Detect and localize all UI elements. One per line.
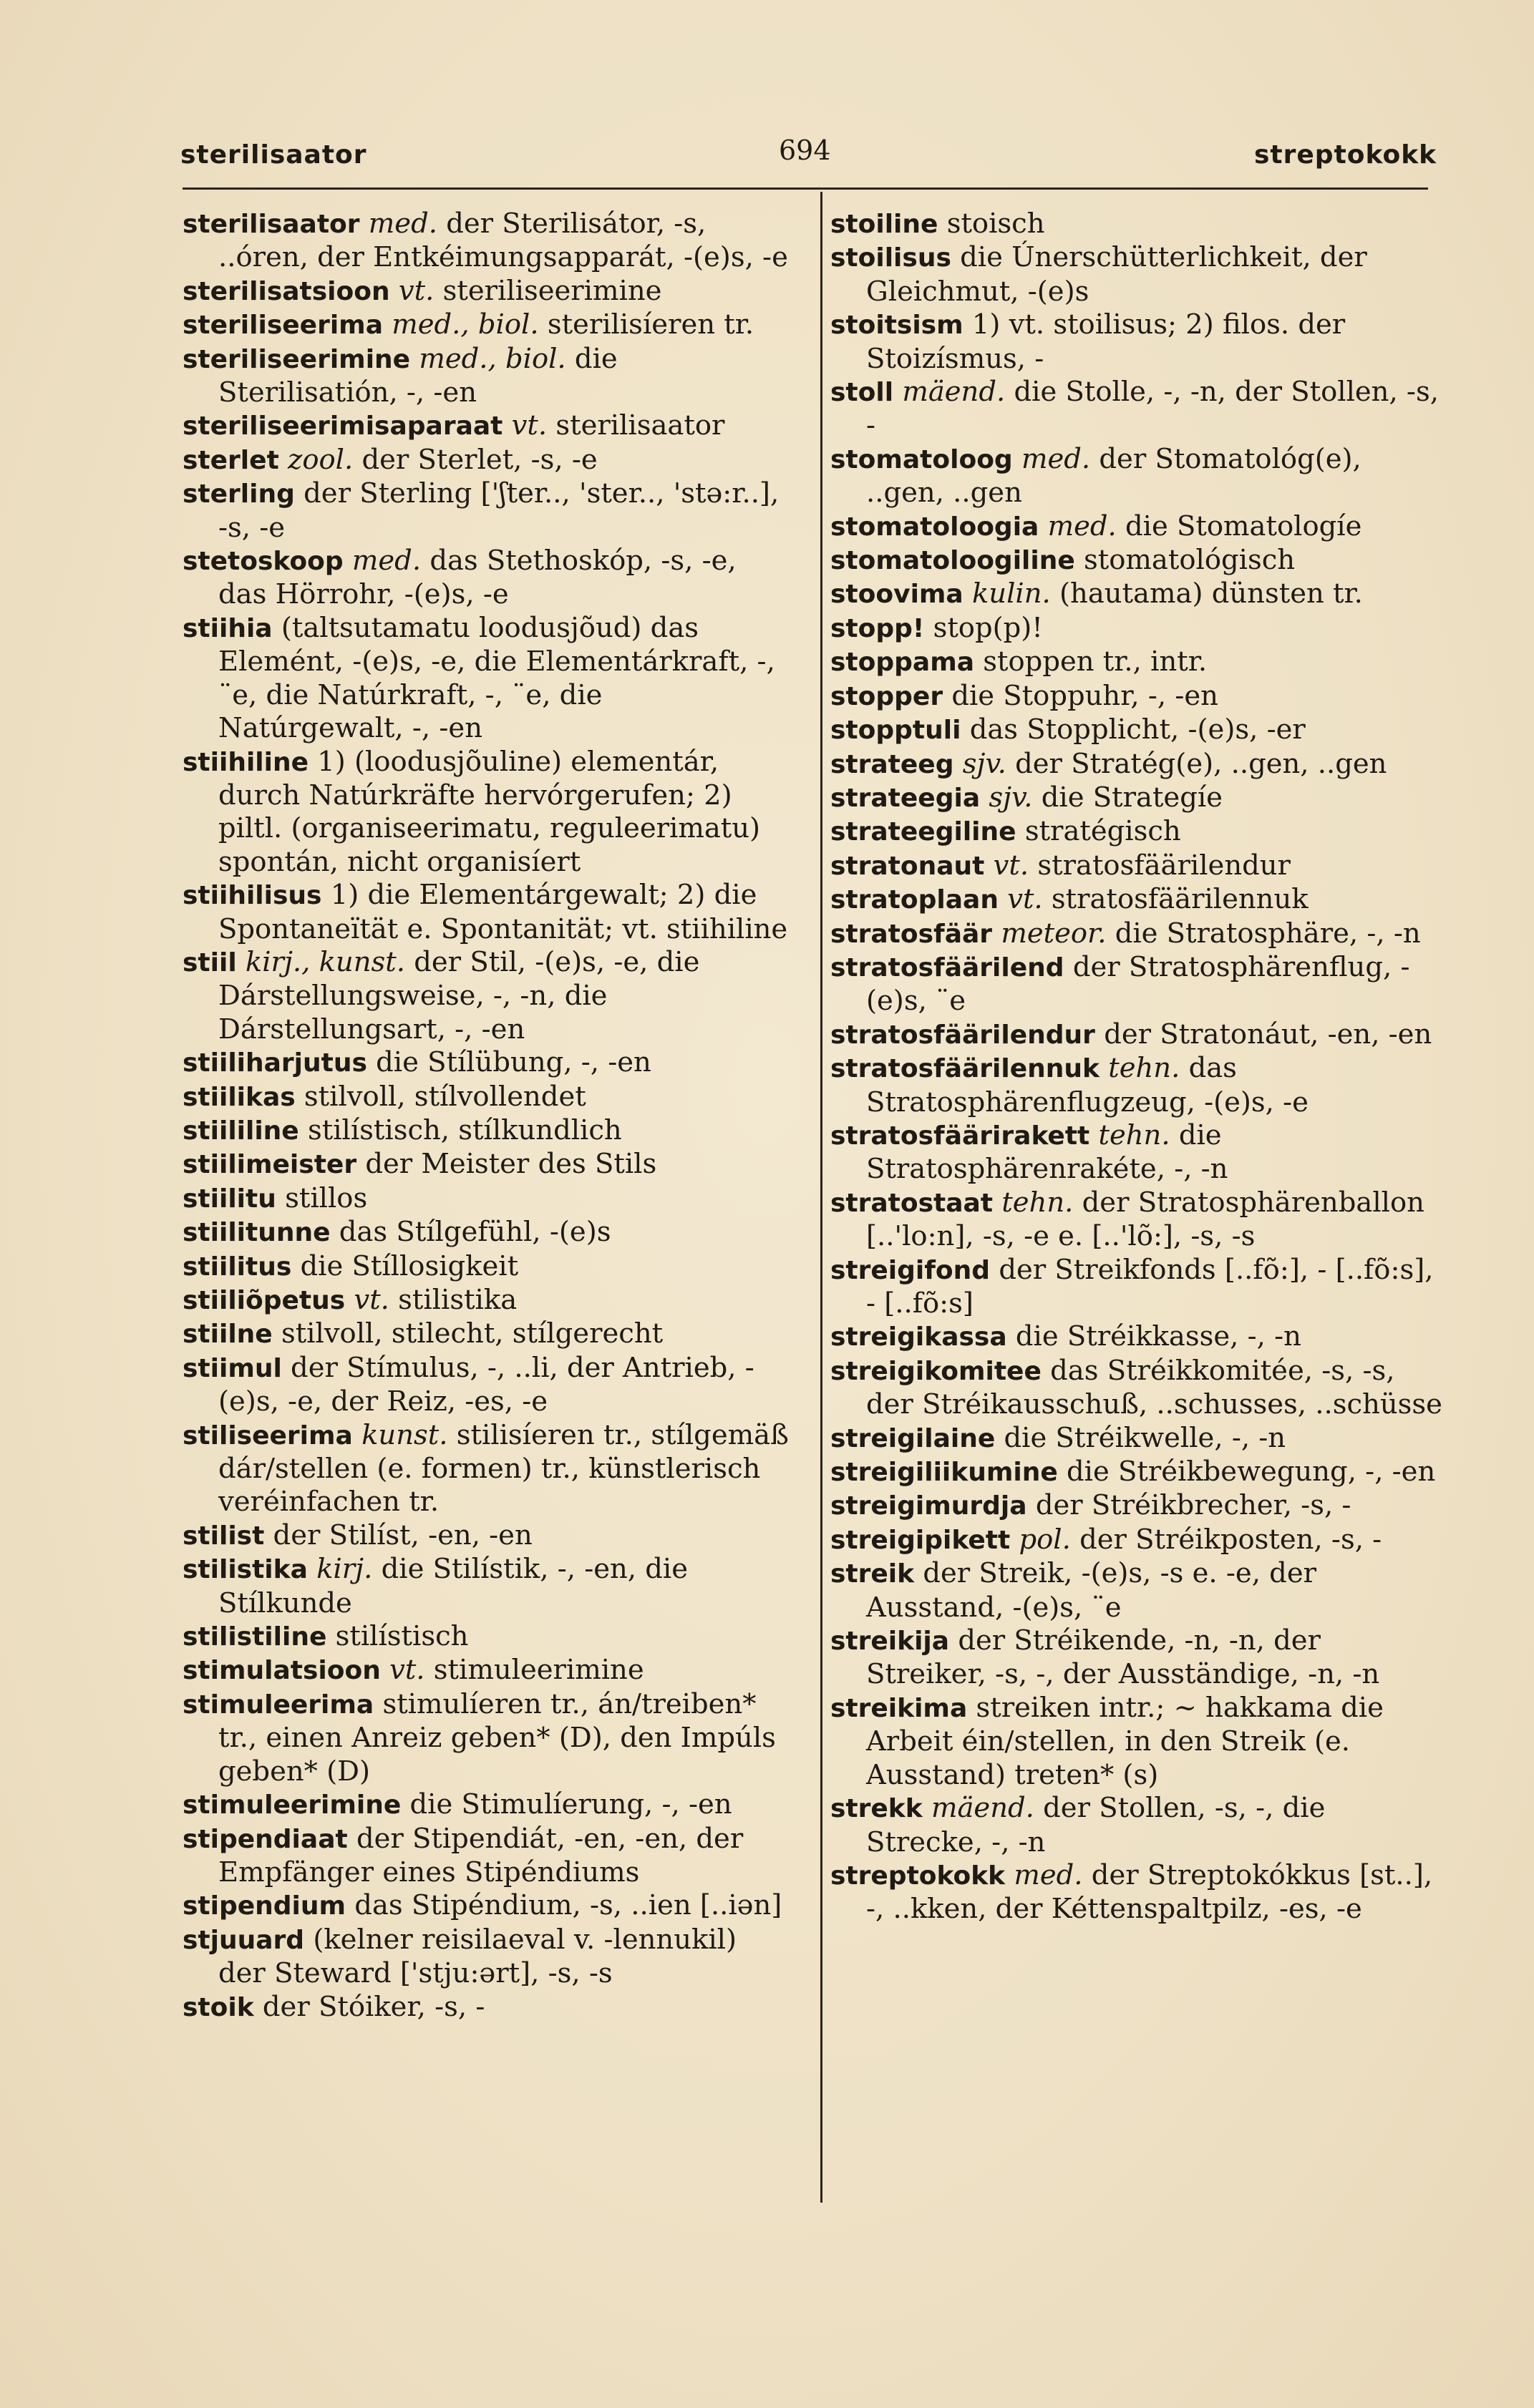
entry-definition: der Stratonáut, -en, -en xyxy=(1104,1018,1432,1051)
entry-headword: stiiliharjutus xyxy=(183,1048,367,1078)
entry-usage-label: pol. xyxy=(1019,1523,1071,1556)
entry-headword: steriliseerimisaparaat xyxy=(183,411,503,442)
header-rule xyxy=(183,187,1428,190)
entry-definition: stratosfäärilennuk xyxy=(1051,883,1309,916)
entry-definition: der Stratosphärenballon [..'lo:n], -s, -e e. [..'lõ:], -s, -s xyxy=(866,1186,1424,1253)
entry-headword: stoovima xyxy=(830,580,963,610)
entry-headword: stomatoloog xyxy=(830,444,1013,474)
entry-definition: die Stréikwelle, -, -n xyxy=(1004,1421,1286,1454)
entry-usage-label: zool. xyxy=(288,443,354,476)
entry-definition: (hautama) dünsten tr. xyxy=(1059,577,1363,610)
entry-headword: streptokokk xyxy=(830,1861,1006,1891)
dictionary-entry xyxy=(830,1186,1446,1254)
dictionary-entry xyxy=(830,544,1446,577)
entry-headword: sterlet xyxy=(183,445,279,475)
entry-definition: stilvoll, stilecht, stílgerecht xyxy=(281,1317,664,1350)
dictionary-entry xyxy=(830,849,1446,883)
entry-usage-label: med. xyxy=(1014,1858,1083,1891)
entry-headword: strekk xyxy=(830,1794,923,1824)
entry-headword: strateegiline xyxy=(830,817,1016,847)
dictionary-entry xyxy=(830,1254,1446,1321)
dictionary-entry xyxy=(183,1216,791,1249)
dictionary-entry xyxy=(830,510,1446,544)
entry-headword: streigilaine xyxy=(830,1423,996,1453)
entry-usage-label: tehn. xyxy=(1108,1052,1180,1085)
dictionary-entry xyxy=(830,1557,1446,1624)
entry-headword: strateegia xyxy=(830,783,981,813)
dictionary-entry xyxy=(183,275,791,308)
entry-definition: der Stipendiát, -en, -en, der Empfänger eines Stipéndiums xyxy=(218,1822,744,1888)
entry-headword: stiliseerima xyxy=(183,1420,353,1451)
entry-definition: der Sterilisátor, -s, ..óren, der Entkéimungsapparát, -(e)s, -e xyxy=(218,208,788,274)
dictionary-entry xyxy=(830,1052,1446,1119)
entry-usage-label: meteor. xyxy=(1001,917,1107,950)
dictionary-entry xyxy=(830,713,1446,747)
entry-usage-label: vt. xyxy=(398,274,435,307)
entry-headword: stiilimeister xyxy=(183,1150,357,1180)
dictionary-entry xyxy=(183,612,791,746)
entry-headword: streigifond xyxy=(830,1255,991,1285)
column-divider xyxy=(820,192,822,2203)
entry-definition: der Stil, -(e)s, -e, die Dárstellungsweise, -, -n, die Dárstellungsart, -, -en xyxy=(218,945,700,1045)
entry-usage-label: tehn. xyxy=(1098,1118,1170,1151)
entry-definition: stilístisch xyxy=(335,1620,469,1653)
entry-definition: das Stipéndium, -s, ..ien [..iən] xyxy=(354,1889,782,1922)
dictionary-entry xyxy=(183,1924,791,1991)
entry-definition: der Sterling ['ʃter.., 'ster.., 'stə:r..], -s, -e xyxy=(218,477,780,544)
dictionary-entry xyxy=(183,1317,791,1351)
entry-usage-label: med. xyxy=(1047,510,1117,542)
entry-headword: stiililine xyxy=(183,1116,299,1146)
dictionary-entry xyxy=(183,1284,791,1317)
entry-definition: der Meister des Stils xyxy=(365,1148,657,1181)
entry-definition: (taltsutamatu loodusjõud) das Elemént, -(e)s, -e, die Elementárkraft, -, ¨e, die Natúrkraft, -, ¨e, die Natúrgewalt, -, -en xyxy=(218,611,775,745)
entry-definition: der Stréikposten, -s, - xyxy=(1079,1523,1382,1556)
dictionary-entry xyxy=(830,612,1446,645)
dictionary-entry xyxy=(183,1889,791,1923)
entry-usage-label: med. xyxy=(368,208,437,240)
entry-headword: stiimul xyxy=(183,1353,282,1383)
entry-usage-label: vt. xyxy=(1007,883,1043,916)
entry-definition: die Stomatologíe xyxy=(1125,510,1362,542)
dictionary-entry xyxy=(830,241,1446,308)
entry-definition: stratosfäärilendur xyxy=(1037,849,1291,882)
entry-headword: stiiliõpetus xyxy=(183,1286,346,1315)
entry-headword: stoik xyxy=(183,1992,254,2022)
entry-headword: sterilisaator xyxy=(183,210,360,239)
entry-usage-label: kirj. xyxy=(316,1553,373,1586)
entry-headword: stimulatsioon xyxy=(183,1656,381,1686)
entry-definition: der Stóiker, -s, - xyxy=(262,1990,485,2023)
dictionary-entry xyxy=(183,1654,791,1687)
dictionary-entry xyxy=(830,917,1446,951)
entry-definition: der Stratosphärenflug, -(e)s, ¨e xyxy=(866,950,1410,1018)
entry-headword: stopper xyxy=(830,681,943,711)
entry-definition: stomatológisch xyxy=(1084,544,1296,577)
dictionary-entry xyxy=(830,1320,1446,1354)
entry-definition: die Stolle, -, -n, der Stollen, -s, - xyxy=(866,376,1439,442)
entry-headword: stiil xyxy=(183,947,237,978)
entry-definition: 1) (loodusjõuline) elementár, durch Natúrkräfte hervórgerufen; 2) piltl. (organiseerimatu, reguleerimatu) spontán, nicht organisíert xyxy=(218,745,761,878)
entry-headword: stiilitu xyxy=(183,1184,276,1214)
dictionary-entry xyxy=(830,645,1446,679)
dictionary-entry xyxy=(183,1788,791,1822)
entry-headword: stiilitunne xyxy=(183,1218,331,1248)
entry-headword: streigikomitee xyxy=(830,1356,1042,1386)
dictionary-entry xyxy=(830,680,1446,713)
entry-headword: stiilikas xyxy=(183,1082,296,1112)
entry-definition: der Stréikende, -n, -n, der Streiker, -s, -, der Ausständige, -n, -n xyxy=(866,1624,1380,1691)
entry-headword: stomatoloogia xyxy=(830,512,1039,542)
dictionary-entry xyxy=(830,1489,1446,1523)
dictionary-entry xyxy=(183,1553,791,1620)
entry-definition: stop(p)! xyxy=(933,611,1043,644)
entry-headword: stratosfäärirakett xyxy=(830,1121,1090,1151)
entry-definition: das Stréikkomitée, -s, -s, der Stréikausschuß, ..schusses, ..schüsse xyxy=(866,1354,1442,1421)
entry-headword: stomatoloogiline xyxy=(830,546,1075,576)
dictionary-entry xyxy=(830,443,1446,510)
dictionary-entry xyxy=(183,308,791,342)
dictionary-entry xyxy=(830,1859,1446,1926)
dictionary-entry xyxy=(830,1692,1446,1792)
entry-definition: der Stratég(e), ..gen, ..gen xyxy=(1015,747,1387,780)
entry-definition: das Stílgefühl, -(e)s xyxy=(339,1216,611,1249)
entry-headword: stratostaat xyxy=(830,1188,994,1218)
entry-definition: der Stréikbrecher, -s, - xyxy=(1035,1489,1351,1522)
entry-headword: steriliseerima xyxy=(183,311,383,341)
entry-definition: der Stomatológ(e), ..gen, ..gen xyxy=(866,442,1361,510)
entry-definition: stimuleerimine xyxy=(433,1654,644,1687)
entry-definition: der Streptokókkus [st..], -, ..kken, der Kéttenspaltpilz, -es, -e xyxy=(866,1858,1433,1926)
entry-usage-label: vt. xyxy=(511,409,548,442)
entry-headword: stratosfäärilennuk xyxy=(830,1054,1099,1084)
entry-definition: stratégisch xyxy=(1024,815,1181,848)
entry-definition: die Stréikkasse, -, -n xyxy=(1015,1320,1301,1353)
entry-definition: stilvoll, stílvollendet xyxy=(304,1080,586,1113)
dictionary-entry xyxy=(183,1352,791,1419)
entry-headword: stopptuli xyxy=(830,716,961,746)
dictionary-entry xyxy=(183,1250,791,1284)
dictionary-entry xyxy=(183,409,791,443)
entry-usage-label: med. xyxy=(351,545,422,577)
entry-definition: 1) vt. stoilisus; 2) filos. der Stoizísmus, - xyxy=(866,308,1346,375)
entry-usage-label: sjv. xyxy=(989,781,1033,814)
entry-headword: stratosfäär xyxy=(830,919,993,949)
entry-definition: die Stilístik, -, -en, die Stílkunde xyxy=(218,1553,689,1619)
dictionary-entry xyxy=(183,1114,791,1148)
entry-definition: 1) die Elementárgewalt; 2) die Spontaneïtät e. Spontanität; vt. stiihiline xyxy=(218,879,788,945)
entry-definition: das Stethoskóp, -s, -e, das Hörrohr, -(e)s, -e xyxy=(218,545,737,611)
dictionary-entry xyxy=(183,879,791,946)
entry-headword: streigipikett xyxy=(830,1525,1011,1555)
dictionary-entry xyxy=(183,1519,791,1553)
entry-headword: streikija xyxy=(830,1627,950,1657)
dictionary-entry xyxy=(183,343,791,410)
dictionary-entry xyxy=(183,1046,791,1080)
entry-headword: sterling xyxy=(183,479,295,510)
entry-headword: stratoplaan xyxy=(830,885,999,915)
dictionary-entry xyxy=(183,477,791,545)
entry-definition: die Stoppuhr, -, -en xyxy=(951,679,1218,712)
entry-definition: der Streikfonds [..fõ:], - [..fõ:s], - [..fõ:s] xyxy=(866,1253,1434,1320)
entry-headword: streikima xyxy=(830,1693,968,1723)
entry-headword: streigiliikumine xyxy=(830,1458,1058,1488)
entry-headword: stopp! xyxy=(830,613,925,643)
dictionary-entry xyxy=(830,1018,1446,1052)
entry-usage-label: mäend. xyxy=(902,376,1006,409)
entry-definition: die Stratosphäre, -, -n xyxy=(1115,917,1421,950)
dictionary-entry xyxy=(830,883,1446,917)
entry-headword: stiihiline xyxy=(183,747,309,777)
entry-usage-label: vt. xyxy=(993,849,1029,882)
entry-usage-label: vt. xyxy=(389,1654,425,1687)
dictionary-entry xyxy=(183,208,791,275)
entry-usage-label: med., biol. xyxy=(419,342,566,375)
entry-headword: stilistika xyxy=(183,1555,308,1585)
entry-usage-label: med. xyxy=(1021,442,1091,475)
entry-headword: stipendium xyxy=(183,1891,346,1921)
dictionary-entry xyxy=(183,1823,791,1890)
entry-definition: der Streik, -(e)s, -s e. -e, der Ausstand, -(e)s, ¨e xyxy=(866,1557,1317,1624)
entry-definition: der Stímulus, -, ..li, der Antrieb, -(e)s, -e, der Reiz, -es, -e xyxy=(218,1351,754,1418)
entry-definition: steriliseerimine xyxy=(442,274,662,307)
dictionary-entry xyxy=(830,1119,1446,1186)
dictionary-entry xyxy=(183,746,791,879)
entry-headword: stimuleerima xyxy=(183,1690,374,1720)
entry-headword: stiilne xyxy=(183,1320,273,1350)
entry-headword: stilistiline xyxy=(183,1622,327,1652)
entry-headword: stetoskoop xyxy=(183,547,344,577)
entry-headword: strateeg xyxy=(830,749,954,779)
entry-usage-label: mäend. xyxy=(931,1792,1034,1825)
entry-definition: der Sterlet, -s, -e xyxy=(361,443,598,476)
dictionary-entry xyxy=(830,1355,1446,1422)
entry-headword: stoppama xyxy=(830,648,975,678)
dictionary-entry xyxy=(183,444,791,477)
entry-headword: streigikassa xyxy=(830,1322,1007,1352)
entry-definition: das Stratosphärenflugzeug, -(e)s, -e xyxy=(866,1052,1309,1118)
dictionary-entry xyxy=(183,1620,791,1654)
running-head-left: sterilisaator xyxy=(180,140,367,170)
entry-usage-label: tehn. xyxy=(1001,1186,1074,1219)
entry-definition: stimulíeren tr., án/treiben* tr., einen Anreiz geben* (D), den Impúls geben* (D) xyxy=(218,1687,776,1788)
entry-definition: die Únerschütterlichkeit, der Gleichmut, -(e)s xyxy=(866,241,1367,308)
entry-headword: stiilitus xyxy=(183,1252,292,1282)
dictionary-entry xyxy=(183,1419,791,1519)
entry-headword: stimuleerimine xyxy=(183,1790,402,1820)
dictionary-entry xyxy=(830,376,1446,443)
dictionary-entry xyxy=(830,577,1446,611)
page-number: 694 xyxy=(779,135,831,166)
dictionary-entry xyxy=(830,308,1446,376)
left-column xyxy=(183,208,791,2024)
entry-headword: stratosfäärilend xyxy=(830,952,1064,983)
entry-headword: sterilisatsioon xyxy=(183,276,390,306)
entry-headword: stoitsism xyxy=(830,311,963,341)
entry-headword: stjuuard xyxy=(183,1925,305,1955)
entry-usage-label: kirj., kunst. xyxy=(245,945,405,978)
entry-headword: streigimurdja xyxy=(830,1491,1027,1521)
entry-definition: der Stilíst, -en, -en xyxy=(273,1519,533,1551)
entry-headword: stiihilisus xyxy=(183,881,322,911)
entry-headword: stiihia xyxy=(183,613,273,643)
dictionary-entry xyxy=(830,1524,1446,1557)
entry-definition: (kelner reisilaeval v. -lennukil) der Steward ['stju:ərt], -s, -s xyxy=(218,1923,737,1990)
dictionary-entry xyxy=(830,748,1446,781)
entry-definition: stilístisch, stílkundlich xyxy=(307,1113,622,1146)
entry-definition: das Stopplicht, -(e)s, -er xyxy=(969,713,1306,746)
dictionary-entry xyxy=(183,545,791,612)
entry-usage-label: vt. xyxy=(354,1284,389,1316)
entry-definition: stoisch xyxy=(946,208,1045,240)
dictionary-entry xyxy=(830,951,1446,1018)
entry-headword: stoiline xyxy=(830,210,938,239)
entry-headword: stratonaut xyxy=(830,851,985,881)
entry-headword: stoll xyxy=(830,378,894,408)
entry-usage-label: sjv. xyxy=(962,747,1006,780)
entry-headword: stoilisus xyxy=(830,243,951,273)
dictionary-entry xyxy=(830,1624,1446,1692)
entry-definition: der Stollen, -s, -, die Strecke, -, -n xyxy=(866,1792,1326,1858)
entry-usage-label: kulin. xyxy=(971,577,1051,610)
dictionary-entry xyxy=(830,1422,1446,1456)
entry-headword: stilist xyxy=(183,1521,265,1551)
entry-definition: die Stréikbewegung, -, -en xyxy=(1067,1456,1436,1488)
dictionary-entry xyxy=(183,1182,791,1216)
dictionary-entry xyxy=(830,208,1446,241)
entry-definition: die Stíllosigkeit xyxy=(300,1249,519,1282)
entry-definition: sterilisíeren tr. xyxy=(547,308,754,341)
right-column xyxy=(830,208,1446,1926)
dictionary-entry xyxy=(830,1456,1446,1489)
entry-usage-label: med., biol. xyxy=(392,308,539,341)
dictionary-entry xyxy=(830,815,1446,849)
entry-headword: stratosfäärilendur xyxy=(830,1020,1095,1050)
dictionary-entry xyxy=(183,1688,791,1788)
entry-definition: sterilisaator xyxy=(555,409,725,442)
entry-definition: streiken intr.; ~ hakkama die Arbeit éin/stellen, in den Streik (e. Ausstand) treten* (s) xyxy=(866,1691,1384,1791)
running-head-right: streptokokk xyxy=(1254,140,1437,170)
dictionary-entry xyxy=(183,1081,791,1114)
entry-definition: die Stílübung, -, -en xyxy=(376,1046,651,1079)
dictionary-entry xyxy=(183,1991,791,2024)
entry-definition: die Stratosphärenrakéte, -, -n xyxy=(866,1118,1228,1186)
dictionary-entry xyxy=(183,1148,791,1181)
entry-definition: die Stimulíerung, -, -en xyxy=(409,1788,732,1821)
dictionary-entry xyxy=(830,781,1446,815)
entry-definition: stilisíeren tr., stílgemäß dár/stellen (e. formen) tr., künstlerisch veréinfachen tr. xyxy=(218,1418,789,1519)
dictionary-entry xyxy=(830,1792,1446,1859)
entry-definition: die Sterilisatión, -, -en xyxy=(218,342,618,409)
entry-definition: stoppen tr., intr. xyxy=(983,645,1208,678)
entry-headword: streik xyxy=(830,1559,915,1589)
entry-definition: stilistika xyxy=(398,1284,518,1316)
entry-definition: stillos xyxy=(285,1181,368,1214)
entry-definition: die Strategíe xyxy=(1041,781,1223,814)
entry-headword: steriliseerimine xyxy=(183,344,411,374)
entry-usage-label: kunst. xyxy=(361,1418,448,1451)
entry-headword: stipendiaat xyxy=(183,1824,348,1854)
dictionary-entry xyxy=(183,946,791,1046)
